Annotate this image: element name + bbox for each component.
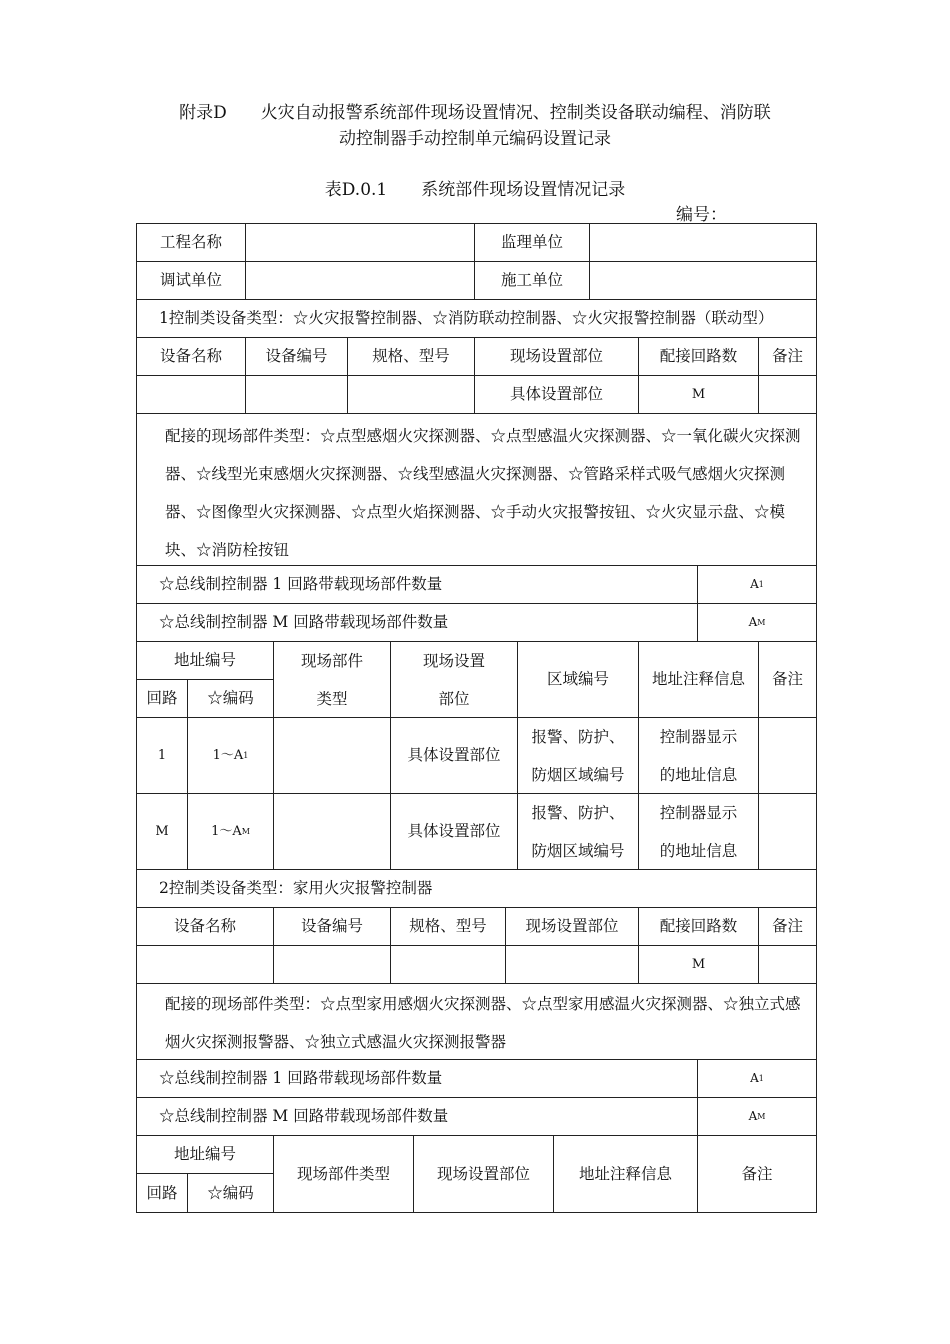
s1-loop1-count-value (698, 566, 816, 604)
s1-row1-zone (518, 718, 639, 794)
s2-loop1-count-value (698, 1060, 816, 1098)
s2-loop1-a: A (750, 1071, 759, 1085)
s1-rowM-code-text: 1～A (211, 824, 242, 839)
s1-rowM-code (188, 794, 274, 870)
s1-row1-part-type[interactable] (274, 718, 391, 794)
s1-field-parts-content: 配接的现场部件类型：☆点型感烟火灾探测器、☆点型感温火灾探测器、☆一氧化碳火灾探测器、☆线型光束感烟火灾探测器、☆线型感温火灾探测器、☆管路采样式吸气感烟火灾探测器、☆图像型火灾探测器、☆点型火焰探测器、☆手动火灾报警按钮、☆火灾显示盘、☆模块、☆消防栓按钮 (165, 427, 801, 559)
s1-part-type-col (274, 642, 391, 718)
appendix-title-line2: 动控制器手动控制单元编码设置记录 (339, 129, 611, 149)
s2-loopM-count-value (698, 1098, 816, 1136)
s1-col-remark: 备注 (759, 338, 816, 376)
s1-site-loc-l2: 部位 (438, 689, 470, 708)
s1-col-device-id: 设备编号 (246, 338, 348, 376)
s2-loop1-sub: 1 (758, 1074, 764, 1083)
s1-field-parts-text (137, 414, 816, 566)
s2-code-col: ☆编码 (188, 1174, 274, 1212)
s1-loopM-count-label: ☆总线制控制器 M 回路带载现场部件数量 (137, 604, 698, 642)
s1-rowM-loop: M (137, 794, 188, 870)
s1-rowM-zone-l1: 报警、防护、 (531, 803, 625, 822)
s1-col-model: 规格、型号 (348, 338, 475, 376)
s1-rowM-note-l1: 控制器显示 (659, 803, 738, 822)
section2-type-line: 2控制类设备类型：家用火灾报警控制器 (137, 870, 816, 908)
s1-loopM-a: A (748, 615, 758, 629)
s1-row1-code (188, 718, 274, 794)
s1-col-location: 现场设置部位 (475, 338, 639, 376)
s1-rowM-code-sub: M (241, 827, 250, 836)
s1-row1-zone-l2: 防烟区域编号 (531, 765, 625, 784)
s2-address-header: 地址编号 (137, 1136, 274, 1174)
s2-loopM-sub: M (757, 1112, 766, 1121)
supervisor-label: 监理单位 (475, 224, 590, 262)
s1-model-cell[interactable] (348, 376, 475, 414)
s2-remark-col: 备注 (741, 1164, 773, 1183)
s2-device-id-cell[interactable] (274, 946, 391, 984)
s1-loopM-sub: M (757, 618, 766, 627)
s2-loop1-count-label: ☆总线制控制器 1 回路带载现场部件数量 (137, 1060, 698, 1098)
project-name-value[interactable] (246, 224, 475, 262)
s1-row1-site: 具体设置部位 (391, 718, 518, 794)
s1-part-type-l2: 类型 (316, 689, 348, 708)
table-caption: 表D.0.1 系统部件现场设置情况记录 (324, 180, 626, 200)
s1-row1-code-sub: 1 (243, 751, 249, 760)
s2-field-parts-content: 配接的现场部件类型：☆点型家用感烟火灾探测器、☆点型家用感温火灾探测器、☆独立式感烟火灾探测报警器、☆独立式感温火灾探测报警器 (165, 995, 801, 1051)
s2-loops-cell: M (639, 946, 759, 984)
s2-col-model: 规格、型号 (391, 908, 506, 946)
s1-code-col: ☆编码 (188, 680, 274, 718)
s1-rowM-remark[interactable] (759, 794, 816, 870)
s1-device-id-cell[interactable] (246, 376, 348, 414)
s2-part-type-col: 现场部件类型 (274, 1136, 414, 1212)
s2-col-device-id: 设备编号 (274, 908, 391, 946)
s2-col-remark: 备注 (759, 908, 816, 946)
s2-col-location: 现场设置部位 (506, 908, 639, 946)
s2-col-device-name: 设备名称 (137, 908, 274, 946)
s1-rowM-note-l2: 的地址信息 (659, 841, 738, 860)
s1-row1-remark[interactable] (759, 718, 816, 794)
s1-location-cell: 具体设置部位 (475, 376, 639, 414)
s1-zone-col: 区域编号 (518, 642, 639, 718)
s1-remark-cell[interactable] (759, 376, 816, 414)
s1-row1-note (639, 718, 759, 794)
s1-rowM-note (639, 794, 759, 870)
s1-site-loc-col (391, 642, 518, 718)
serial-number-label: 编号： (676, 205, 727, 225)
s1-part-type-l1: 现场部件 (300, 651, 363, 670)
s1-loop1-sub: 1 (758, 580, 764, 589)
record-table (136, 223, 817, 1213)
s2-loop-col: 回路 (137, 1174, 188, 1212)
s1-loop1-a: A (750, 577, 759, 591)
s2-addr-note-col: 地址注释信息 (554, 1136, 698, 1212)
s1-row1-code-text: 1～A (212, 748, 244, 763)
s1-rowM-part-type[interactable] (274, 794, 391, 870)
appendix-title-line1: 附录D 火灾自动报警系统部件现场设置情况、控制类设备联动编程、消防联 (179, 103, 771, 123)
s1-row1-zone-l1: 报警、防护、 (531, 727, 625, 746)
s1-row1-loop: 1 (137, 718, 188, 794)
supervisor-value[interactable] (590, 224, 816, 262)
s1-address-header: 地址编号 (137, 642, 274, 680)
debug-unit-value[interactable] (246, 262, 475, 300)
s2-site-loc-col: 现场设置部位 (414, 1136, 554, 1212)
s2-field-parts-text (137, 984, 816, 1060)
s1-device-name-cell[interactable] (137, 376, 246, 414)
s1-col-loops: 配接回路数 (639, 338, 759, 376)
s1-rowM-zone (518, 794, 639, 870)
s1-addr-note-col: 地址注释信息 (639, 642, 759, 718)
s2-col-loops: 配接回路数 (639, 908, 759, 946)
s1-site-loc-l1: 现场设置 (422, 651, 485, 670)
s1-loopM-count-value (698, 604, 816, 642)
s1-rowM-zone-l2: 防烟区域编号 (531, 841, 625, 860)
s2-location-cell[interactable] (506, 946, 639, 984)
s2-loopM-a: A (748, 1109, 758, 1123)
s1-loop-col: 回路 (137, 680, 188, 718)
s1-row1-note-l1: 控制器显示 (659, 727, 738, 746)
s1-rowM-site: 具体设置部位 (391, 794, 518, 870)
s1-loops-cell: M (639, 376, 759, 414)
s2-remark-cell[interactable] (759, 946, 816, 984)
project-name-label: 工程名称 (137, 224, 246, 262)
s1-remark-col: 备注 (759, 642, 816, 718)
s2-loopM-count-label: ☆总线制控制器 M 回路带载现场部件数量 (137, 1098, 698, 1136)
s2-model-cell[interactable] (391, 946, 506, 984)
construction-label: 施工单位 (475, 262, 590, 300)
construction-value[interactable] (590, 262, 816, 300)
section1-type-line: 1控制类设备类型：☆火灾报警控制器、☆消防联动控制器、☆火灾报警控制器（联动型） (137, 300, 816, 338)
debug-unit-label: 调试单位 (137, 262, 246, 300)
s1-col-device-name: 设备名称 (137, 338, 246, 376)
s1-row1-note-l2: 的地址信息 (659, 765, 738, 784)
s1-loop1-count-label: ☆总线制控制器 1 回路带载现场部件数量 (137, 566, 698, 604)
s2-device-name-cell[interactable] (137, 946, 274, 984)
